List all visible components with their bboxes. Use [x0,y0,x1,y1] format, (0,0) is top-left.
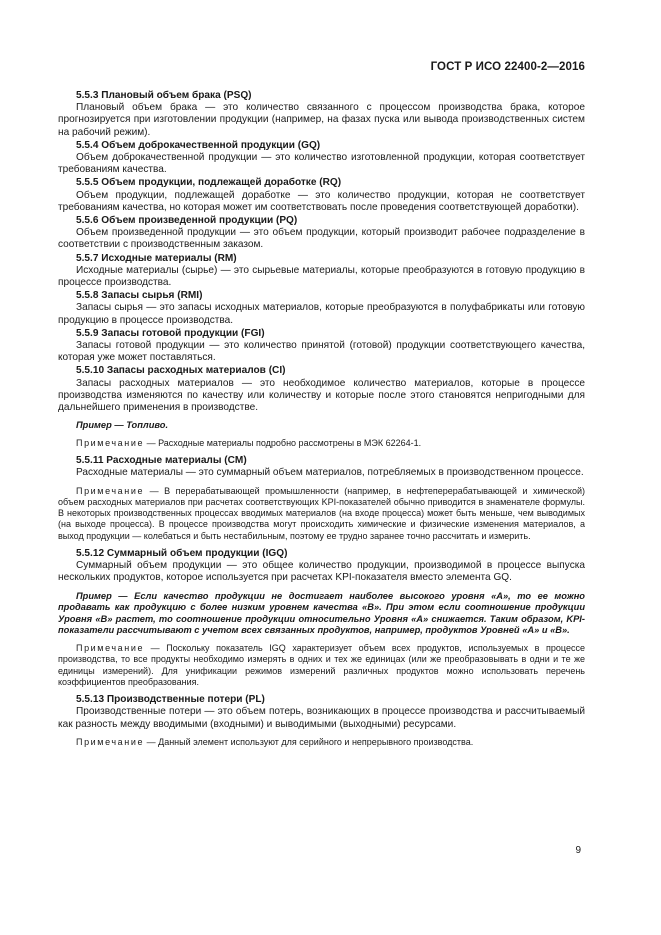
section-text: Исходные материалы (сырье) — это сырьевые материалы, которые преобразуются в готовую продукцию в процессе производства. [58,264,585,289]
note-label: Примечание [76,437,145,448]
example-text: Пример — Если качество продукции не достигает наиболее высокого уровня «A», то ее можно продавать как продукцию с более низким уровнем качества «B». При этом если соотношение продукции Уровня «B» растет, то соотношение продукции относительно Уровня «A» снижается. Таким образом, KPI-показатели рассчитывают с учетом всех связанных продуктов, например, продуктов Уровней «A» и «B». [58,590,585,636]
note-text: — В перерабатывающей промышленности (например, в нефтеперерабатывающей и химической) объем расходных материалов при расчетах соответствующих KPI-показателей обычно приводится в знаменателе формулы. В некоторых производственных процессах вводимых материалов (на входе процесса) может быть меньше, чем выводимых (на выходе процесса). В процессе производства могут происходить химические и физические изменения материалов, а выход продукции — колебаться и быть нестабильным, поэтому ее трудно заранее точно рассчитать и измерить. [58,485,585,541]
section-title: 5.5.4 Объем доброкачественной продукции (GQ) [76,139,321,151]
section-text: Плановый объем брака — это количество связанного с процессом производства брака, которое прогнозируется при изготовлении продукции (например, на фазах пуска или вывода производственных систем на рабочий режим). [58,102,585,138]
section-title: 5.5.10 Запасы расходных материалов (CI) [76,365,286,377]
section-text: Запасы расходных материалов — это необходимое количество материалов, которые в процессе производства изменяются по качеству или количеству и которые после этого становятся непригодными для дальнейшего применения в производстве. [58,377,585,414]
section-title: 5.5.7 Исходные материалы (RM) [76,252,237,264]
section-title: 5.5.8 Запасы сырья (RMI) [76,290,203,302]
note [58,643,585,688]
section-text: Производственные потери — это объем потерь, возникающих в процессе производства и рассчитываемый как разность между вводимыми (входными) и выводимыми (выходными) ресурсами. [58,706,585,730]
section-text: Запасы готовой продукции — это количество принятой (готовой) продукции соответствующего качества, которая уже может поставляться. [58,340,585,364]
document-header: ГОСТ Р ИСО 22400-2—2016 [430,61,585,73]
note-text: — Поскольку показатель IGQ характеризует объем всех продуктов, используемых в процессе производства, то все продукты необходимо измерять в одних и тех же единицах (или же преобразовывать в одни и те же единицы измерений). Для унификации режимов измерений различных продуктов можно использовать перечень коэффициентов преобразования. [58,643,585,687]
note [58,486,585,542]
section-title: 5.5.5 Объем продукции, подлежащей доработке (RQ) [76,177,342,189]
note [58,737,585,748]
note-label: Примечание [76,643,145,654]
section-title: 5.5.6 Объем произведенной продукции (PQ) [76,215,298,227]
example-text: Пример — Топливо. [76,420,169,431]
section-title: 5.5.13 Производственные потери (PL) [76,694,265,706]
section-text: Расходные материалы — это суммарный объем материалов, потребляемых в производственном процессе. [76,467,584,479]
note [58,438,585,449]
section-title: 5.5.9 Запасы готовой продукции (FGI) [76,327,265,339]
note-text: — Расходные материалы подробно рассмотрены в МЭК 62264-1. [144,437,422,448]
section-text: Объем доброкачественной продукции — это количество изготовленной продукции, которая соответствует требованиям качества. [58,152,585,176]
section-text: Объем продукции, подлежащей доработке — это количество продукции, которая не соответствует требованиям качества, но которая может им соответствовать после проведения соответствующей доработки). [58,189,585,213]
section-text: Суммарный объем продукции — это общее количество продукции, производимой в процессе выпуска нескольких продуктов, которое используется при расчетах KPI-показателя вместо элемента GQ. [58,560,585,584]
note-label: Примечание [76,485,145,496]
note-text: — Данный элемент используют для серийного и непрерывного производства. [144,736,474,747]
section-title: 5.5.12 Суммарный объем продукции (IGQ) [76,548,288,560]
page-number: 9 [575,845,581,856]
section-text: Запасы сырья — это запасы исходных материалов, которые преобразуются в полуфабрикаты или готовую продукцию в процессе производства. [58,302,585,326]
section-title: 5.5.11 Расходные материалы (CM) [76,455,247,467]
page-body [58,90,585,754]
note-label: Примечание [76,736,145,747]
section-text: Объем произведенной продукции — это объем продукции, который производит рабочее подразделение в соответствии с производственным заказом. [58,227,585,251]
section-title: 5.5.3 Плановый объем брака (PSQ) [76,90,252,101]
